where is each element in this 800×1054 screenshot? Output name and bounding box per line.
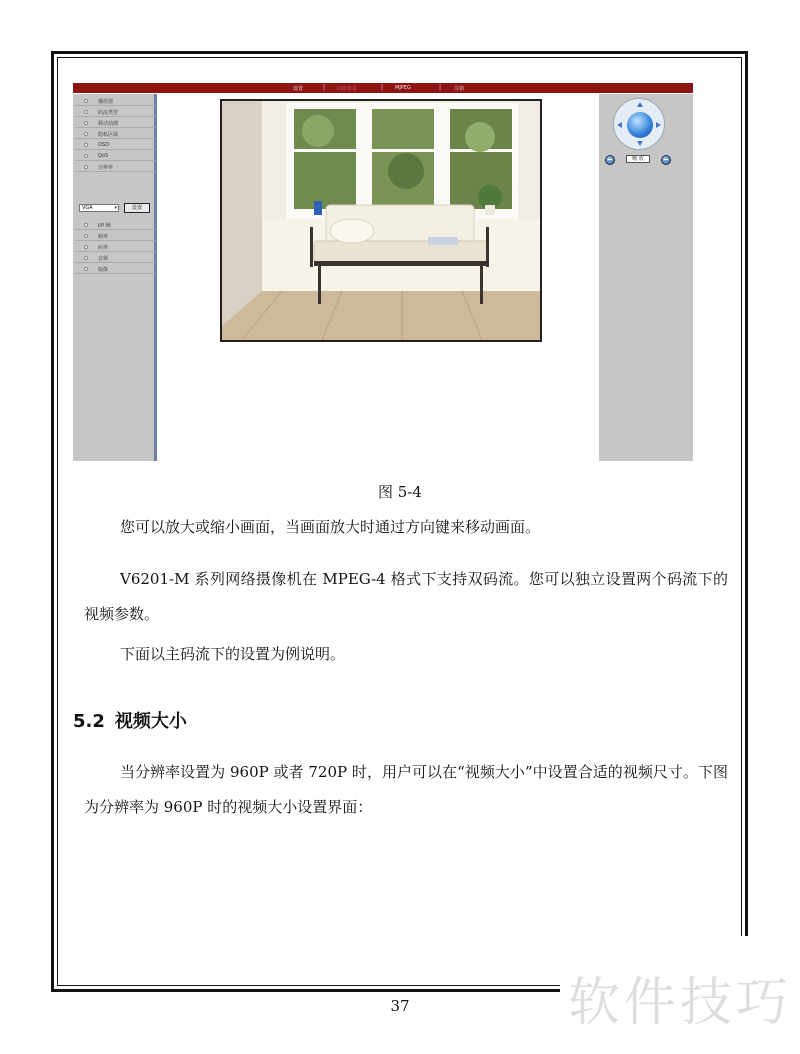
radio-icon [84,223,88,227]
top-nav-bar [73,83,693,93]
menu-item-stream-type[interactable] [75,107,155,117]
arrow-up-icon[interactable] [637,102,643,107]
radio-icon [84,245,88,249]
arrow-left-icon[interactable] [617,122,622,128]
menu-item-qos[interactable] [75,151,155,161]
menu-item-motion-detect[interactable] [75,118,155,128]
nav-logout[interactable]: 注销 [454,86,465,92]
menu-item-ip-frame[interactable] [75,220,155,230]
nav-divider: | [439,84,442,91]
menu-item-player[interactable] [75,96,155,106]
menu-item-privacy-zone[interactable] [75,129,155,139]
radio-icon [84,165,88,169]
paragraph-dual-stream: V6201-M 系列网络摄像机在 MPEG-4 格式下支持双码流。您可以独立设置两个码流下的视频参数。 [84,570,728,623]
arrow-right-icon[interactable] [656,122,661,128]
nav-settings[interactable]: 设置 [293,86,304,92]
radio-icon [84,99,88,103]
menu-item-label: OSD [98,142,109,148]
menu-item-label: 音频 [98,256,109,262]
menu-item-label: QoS [98,153,109,159]
chevron-down-icon: ▾ [114,205,117,211]
radio-icon [84,267,88,271]
menu-item-mirror[interactable] [75,264,155,274]
paragraph-video-size: 当分辨率设置为 960P 或者 720P 时，用户可以在“视频大小”中设置合适的视频尺寸。下图为分辨率为 960P 时的视频大小设置界面： [84,763,728,816]
section-number: 5.2 [73,711,105,732]
menu-item-audio[interactable] [75,253,155,263]
nav-playback[interactable]: 回放查看 [337,86,358,92]
living-room-image [222,101,540,340]
menu-item-frame-rate[interactable] [75,231,155,241]
radio-icon [84,143,88,147]
nav-divider: | [381,84,384,91]
radio-icon [84,234,88,238]
section-title: 视频大小 [114,711,187,732]
ptz-center-button[interactable] [627,112,653,138]
nav-divider: | [323,84,326,91]
section-heading [73,708,187,736]
zoom-in-button[interactable] [661,155,671,165]
menu-item-label: 码流类型 [98,110,119,116]
paragraph-main-stream: 下面以主码流下的设置为例说明。 [120,645,346,663]
zoom-out-button[interactable] [605,155,615,165]
radio-icon [84,110,88,114]
resolution-select[interactable] [79,204,119,212]
radio-icon [84,132,88,136]
radio-icon [84,154,88,158]
menu-item-label: 移动侦测 [98,121,119,127]
arrow-down-icon[interactable] [637,141,643,146]
ptz-direction-pad[interactable] [613,98,665,150]
resolution-select-value: VGA [82,205,93,211]
set-button[interactable]: 设置 [124,203,150,213]
menu-item-label: 帧率 [98,234,109,240]
paragraph-zoom: 您可以放大或缩小画面，当画面放大时通过方向键来移动画面。 [120,518,541,536]
watermark: 软件技巧 [568,973,793,1033]
menu-item-label: 镜像 [98,267,109,273]
live-video-view[interactable] [220,99,542,342]
figure-screenshot [73,83,693,461]
nav-mjpeg[interactable]: MJPEG [395,85,411,91]
menu-item-osd[interactable] [75,140,155,150]
menu-item-label: 播放器 [98,99,114,105]
figure-caption: 图 5-4 [378,483,422,501]
menu-item-label: 隐私区域 [98,132,119,138]
radio-icon [84,256,88,260]
radio-icon [84,121,88,125]
menu-item-label: 分辨率 [98,165,114,171]
ptz-control-panel [599,94,693,461]
page-number: 37 [390,997,410,1015]
settings-sidebar [73,94,157,461]
menu-item-label: I/P 帧 [98,223,111,229]
zoom-label: 缩 放 [626,155,650,163]
menu-item-label: 码率 [98,245,109,251]
menu-item-resolution[interactable] [75,162,155,172]
menu-item-bitrate[interactable] [75,242,155,252]
